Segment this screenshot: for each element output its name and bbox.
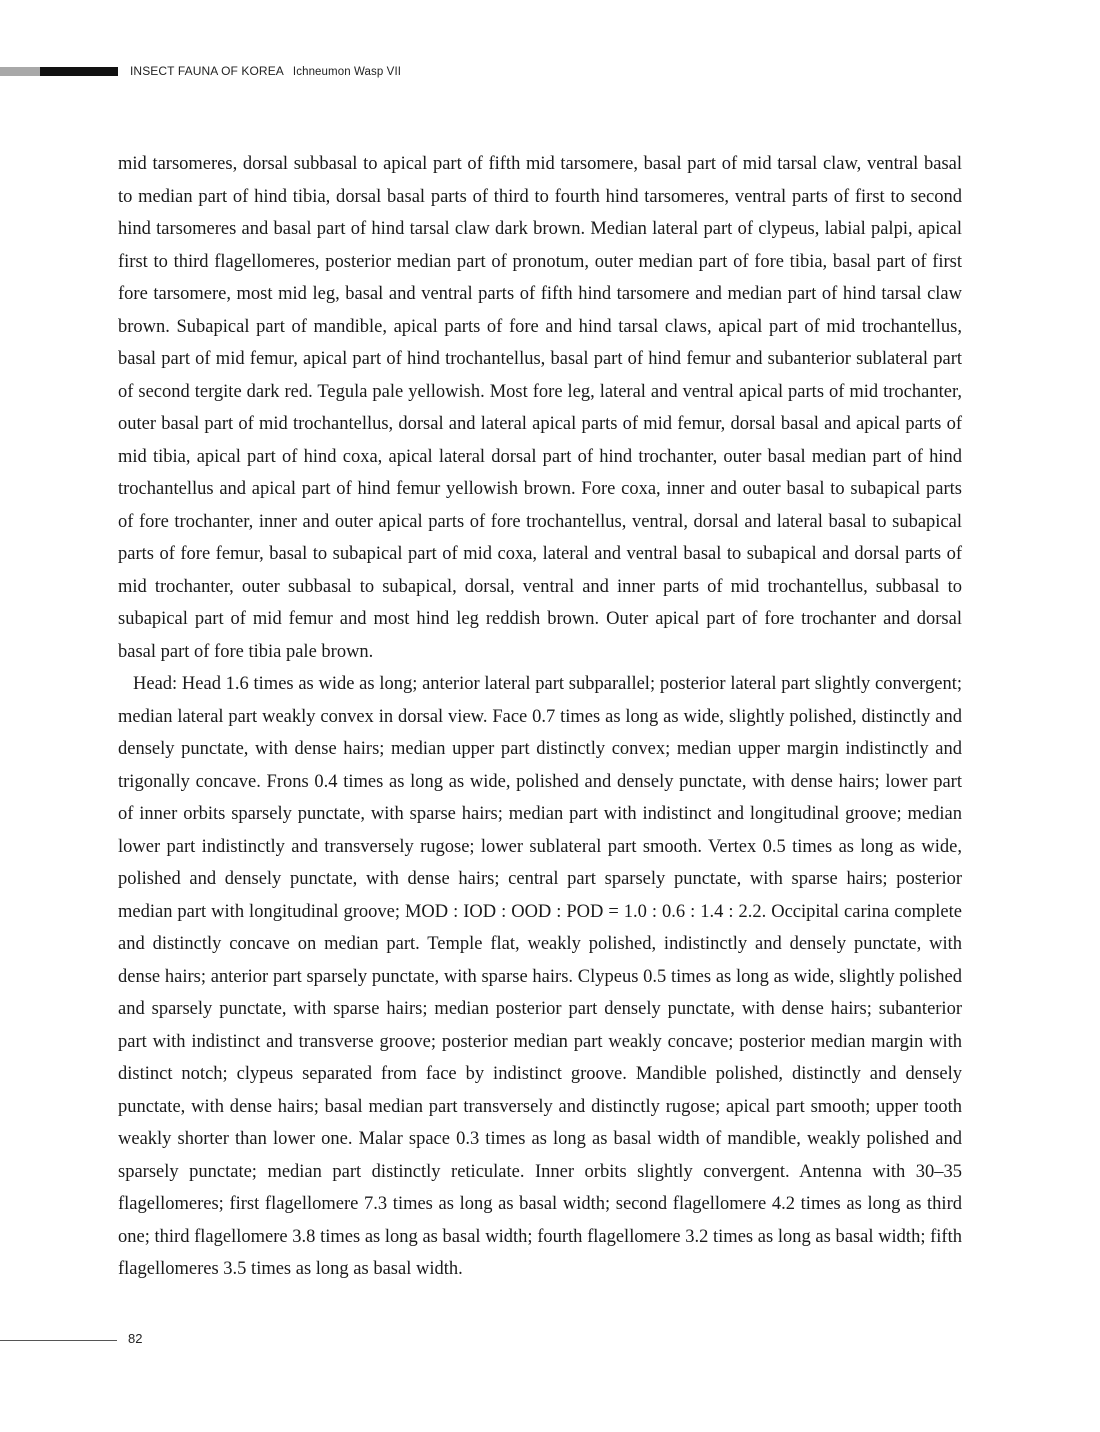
- header-series: INSECT FAUNA OF KOREA: [130, 64, 284, 78]
- header-title: Ichneumon Wasp VII: [292, 66, 402, 78]
- header-bar-black: [40, 67, 118, 76]
- paragraph-head-description: Head: Head 1.6 times as wide as long; anterior lateral part subparallel; posterior lateral part slightly convergent; median lateral part weakly convex in dorsal view. Face 0.7 times as long as wide, slightly polished, distinctly and densely punctate, with dense hairs; median upper part distinctly convex; median upper margin indistinctly and trigonally concave. Frons 0.4 times as long as wide, polished and densely punctate, with dense hairs; lower part of inner orbits sparsely punctate, with sparse hairs; median part with indistinct and longitudinal groove; median lower part indistinctly and transversely rugose; lower sublateral part smooth. Vertex 0.5 times as long as wide, polished and densely punctate, with dense hairs; central part sparsely punctate, with sparse hairs; posterior median part with longitudinal groove; MOD : IOD : OOD : POD = 1.0 : 0.6 : 1.4 : 2.2. Occipital carina complete and distinctly concave on median part. Temple flat, weakly polished, indistinctly and densely punctate, with dense hairs; anterior part sparsely punctate, with sparse hairs. Clypeus 0.5 times as long as wide, slightly polished and sparsely punctate, with sparse hairs; median posterior part densely punctate, with dense hairs; subanterior part with indistinct and transverse groove; posterior median part weakly concave; posterior median margin with distinct notch; clypeus separated from face by indistinct groove. Mandible polished, distinctly and densely punctate, with dense hairs; basal median part transversely and distinctly rugose; apical part smooth; upper tooth weakly shorter than lower one. Malar space 0.3 times as long as basal width of mandible, weakly polished and sparsely punctate; median part distinctly reticulate. Inner orbits slightly convergent. Antenna with 30–35 flagellomeres; first flagellomere 7.3 times as long as basal width; second flagellomere 4.2 times as long as third one; third flagellomere 3.8 times as long as basal width; fourth flagellomere 3.2 times as long as basal width; fifth flagellomeres 3.5 times as long as basal width.: [118, 674, 962, 1279]
- header-bar-gray: [0, 67, 40, 76]
- running-header: [130, 64, 401, 78]
- body-text: [118, 148, 962, 1286]
- paragraph-color-description: mid tarsomeres, dorsal subbasal to apical part of fifth mid tarsomere, basal part of mid tarsal claw, ventral basal to median part of hind tibia, dorsal basal parts of third to fourth hind tarsomeres, ventral parts of first to second hind tarsomeres and basal part of hind tarsal claw dark brown. Median lateral part of clypeus, labial palpi, apical first to third flagellomeres, posterior median part of pronotum, outer median part of fore tibia, basal part of first fore tarsomere, most mid leg, basal and ventral parts of fifth hind tarsomere and median part of hind tarsal claw brown. Subapical part of mandible, apical parts of fore and hind tarsal claws, apical part of mid trochantellus, basal part of mid femur, apical part of hind trochantellus, basal part of hind femur and subanterior sublateral part of second tergite dark red. Tegula pale yellowish. Most fore leg, lateral and ventral apical parts of mid trochanter, outer basal part of mid trochantellus, dorsal and lateral apical parts of mid femur, dorsal basal and apical parts of mid tibia, apical part of hind coxa, apical lateral dorsal part of hind trochanter, outer basal median part of hind trochantellus and apical part of hind femur yellowish brown. Fore coxa, inner and outer basal to subapical parts of fore trochanter, inner and outer apical parts of fore trochantellus, ventral, dorsal and lateral basal to subapical parts of fore femur, basal to subapical part of mid coxa, lateral and ventral basal to subapical and dorsal parts of mid trochanter, outer subbasal to subapical, dorsal, ventral and inner parts of mid trochantellus, subbasal to subapical part of mid femur and most hind leg reddish brown. Outer apical part of fore trochanter and dorsal basal part of fore tibia pale brown.: [118, 154, 962, 662]
- footer-rule: [0, 1340, 117, 1341]
- page-number: 82: [128, 1331, 143, 1346]
